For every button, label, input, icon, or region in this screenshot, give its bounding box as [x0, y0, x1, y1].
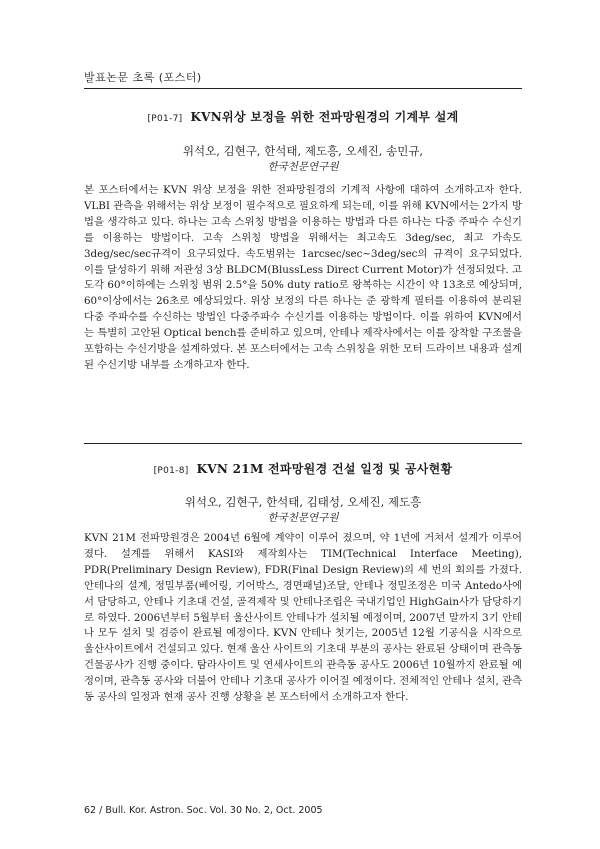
abstract-2-title: KVN 21M 전파망원경 건설 일정 및 공사현황	[196, 462, 453, 476]
abstract-1-authors: 위석오, 김현구, 한석태, 제도흥, 오세진, 송민규,	[182, 144, 424, 158]
abstract-1-heading	[84, 108, 522, 125]
abstract-1-body: 본 포스터에서는 KVN 위상 보정을 위한 전파망원경의 기계적 사항에 대하여 소개하고자 한다. VLBI 관측을 위해서는 위상 보정이 필수적으로 필요하게 되는데, 이를 위해 KVN에서는 2가지 방법을 생각하고 있다. 하나는 고속 스위칭 방법을 이용하는 방법과 다른 하나는 다중 주파수 수신기를 이용하는 방법이다. 고속 스위칭 방법을 위해서는 최고속도 3deg/sec, 최고 가속도 3deg/sec/sec규격이 요구되었다. 속도범위는 1arcsec/sec~3deg/sec의 규격이 요구되었다. 이를 달성하기 위해 저관성 3상 BLDCM(BlussLess Direct Current Motor)가 선정되었다. 고도각 60°이하에는 스위칭 범위 2.5°을 50% duty ratio로 왕복하는 시간이 약 13초로 예상되며, 60°이상에서는 26초로 예상되었다. 위상 보정의 다른 하나는 준 광학계 필터를 이용하여 분리된 다중 주파수를 수신하는 방법인 다중주파수 수신기를 이용하는 방법이다. 이를 위하여 KVN에서는 특별히 고안된 Optical bench를 준비하고 있으며, 안테나 제작사에서는 이를 장착할 구조물을 포함하는 수신기방을 설계하였다. 본 포스터에서는 고속 스위칭을 위한 모터 드라이브 내용과 설계된 수신기방 내부를 소개하고자 한다.	[84, 184, 522, 371]
abstract-1-code: [P01-7]	[147, 114, 183, 124]
page-footer: 62 / Bull. Kor. Astron. Soc. Vol. 30 No. 2, Oct. 2005	[84, 805, 323, 816]
middle-divider	[84, 443, 522, 444]
abstract-2-heading	[84, 460, 522, 477]
top-divider	[84, 88, 522, 89]
abstract-2-affiliation: 한국천문연구원	[267, 512, 339, 524]
abstract-2-authors: 위석오, 김현구, 한석태, 김태성, 오세진, 제도흥	[184, 495, 422, 509]
abstract-1-affiliation: 한국천문연구원	[267, 161, 339, 173]
section-header: 발표논문 초록 (포스터)	[84, 71, 202, 84]
abstract-2-body: KVN 21M 전파망원경은 2004년 6월에 계약이 이루어 졌으며, 약 1년에 거쳐서 설계가 이루어 졌다. 설계를 위해서 KASI와 제작회사는 TIM(Technical Interface Meeting), PDR(Preliminary Design Review), FDR(Final Design Review)의 세 번의 회의를 가졌다. 안테나의 설계, 정밀부품(베어링, 기어박스, 경면패널)조달, 안테나 정밀조정은 미국 Antedo사에서 담당하고, 안테나 기초대 건설, 골격제작 및 안테나조립은 국내기업인 HighGain사가 담당하기로 하였다. 2006년부터 5월부터 울산사이트 안테나가 설치될 예정이며, 2007년 말까지 3기 안테나 모두 설치 및 검증이 완료될 예정이다. KVN 안테나 첫기는, 2005년 12월 기공식을 시작으로 울산사이트에서 건설되고 있다. 현재 울산 사이트의 기초대 부분의 공사는 완료된 상태이며 관측동 건물공사가 진행 중이다. 탐라사이트 및 연세사이트의 관측동 공사도 2006년 10월까지 완료될 예정이며, 관측동 공사와 더불어 안테나 기초대 공사가 이어질 예정이다. 전체적인 안테나 설치, 관측동 공사의 일정과 현재 공사 진행 상황을 본 포스터에서 소개하고자 한다.	[84, 532, 522, 704]
abstract-1-title: KVN위상 보정을 위한 전파망원경의 기계부 설계	[190, 110, 459, 124]
abstract-2-code: [P01-8]	[153, 466, 189, 476]
